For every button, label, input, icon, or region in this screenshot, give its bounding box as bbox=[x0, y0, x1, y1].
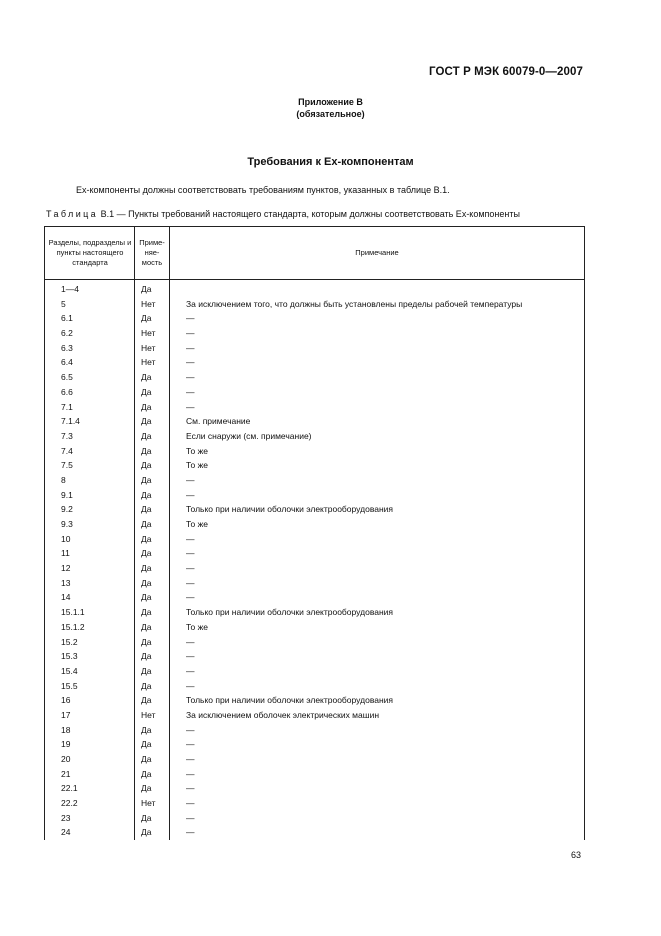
cell-note: — bbox=[186, 474, 195, 485]
header-section-label: Разделы, подразделы и пункты настоящего стандарта bbox=[48, 237, 132, 267]
cell-applicability: Нет bbox=[141, 709, 156, 720]
cell-note: То же bbox=[186, 445, 209, 456]
cell-note: См. примечание bbox=[186, 416, 251, 427]
table-row bbox=[45, 561, 584, 576]
table-row bbox=[45, 767, 584, 782]
cell-note: То же bbox=[186, 460, 209, 471]
table-row bbox=[45, 282, 584, 297]
cell-applicability: Да bbox=[141, 416, 152, 427]
cell-section: 8 bbox=[61, 474, 66, 485]
cell-section: 19 bbox=[61, 739, 71, 750]
table-row bbox=[45, 458, 584, 473]
cell-applicability: Да bbox=[141, 768, 152, 779]
cell-section: 6.1 bbox=[61, 313, 73, 324]
table-row bbox=[45, 723, 584, 738]
cell-applicability: Да bbox=[141, 621, 152, 632]
cell-applicability: Да bbox=[141, 783, 152, 794]
table-row bbox=[45, 796, 584, 811]
cell-applicability: Да bbox=[141, 430, 152, 441]
cell-section: 15.5 bbox=[61, 680, 78, 691]
cell-applicability: Да bbox=[141, 577, 152, 588]
cell-note: — bbox=[186, 636, 195, 647]
cell-applicability: Да bbox=[141, 636, 152, 647]
table-row bbox=[45, 414, 584, 429]
cell-applicability: Да bbox=[141, 401, 152, 412]
cell-section: 12 bbox=[61, 563, 71, 574]
appendix-subtitle: (обязательное) bbox=[296, 109, 365, 119]
cell-applicability: Да bbox=[141, 680, 152, 691]
table-row bbox=[45, 576, 584, 591]
cell-note: — bbox=[186, 342, 195, 353]
cell-note: Если снаружи (см. примечание) bbox=[186, 430, 312, 441]
cell-section: 9.3 bbox=[61, 519, 73, 529]
table-row bbox=[45, 532, 584, 547]
cell-section: 22.1 bbox=[61, 783, 78, 794]
cell-applicability: Да bbox=[141, 386, 152, 397]
cell-applicability: Нет bbox=[141, 328, 156, 339]
table-row bbox=[45, 400, 584, 415]
cell-section: 13 bbox=[61, 577, 71, 588]
cell-section: 16 bbox=[61, 695, 71, 706]
cell-note: — bbox=[186, 783, 195, 794]
table-row bbox=[45, 546, 584, 561]
cell-applicability: Нет bbox=[141, 342, 156, 353]
cell-note: — bbox=[186, 680, 195, 691]
cell-note: — bbox=[186, 739, 195, 750]
table-row bbox=[45, 429, 584, 444]
cell-section: 7.3 bbox=[61, 430, 73, 441]
header-applicability-label: Приме-няе-мость bbox=[139, 237, 165, 267]
cell-applicability: Нет bbox=[141, 298, 156, 309]
table-row bbox=[45, 473, 584, 488]
header-section-column bbox=[47, 226, 133, 279]
header-note-label: Примечание bbox=[355, 247, 399, 257]
cell-applicability: Да bbox=[141, 474, 152, 485]
cell-applicability: Да bbox=[141, 812, 152, 823]
cell-applicability: Нет bbox=[141, 798, 156, 809]
cell-section: 15.2 bbox=[61, 636, 78, 647]
cell-note: — bbox=[186, 533, 195, 544]
cell-note: — bbox=[186, 489, 195, 500]
cell-note: Только при наличии оболочки электрооборудования bbox=[186, 607, 394, 618]
cell-note: — bbox=[186, 357, 195, 368]
page-number: 63 bbox=[571, 850, 582, 860]
cell-applicability: Да bbox=[141, 651, 152, 662]
table-header-border bbox=[45, 279, 584, 280]
cell-note: То же bbox=[186, 519, 209, 529]
cell-note: — bbox=[186, 577, 195, 588]
table-row bbox=[45, 590, 584, 605]
cell-section: 7.1.4 bbox=[61, 416, 80, 427]
cell-note: То же bbox=[186, 621, 209, 632]
table-row bbox=[45, 297, 584, 312]
cell-note: — bbox=[186, 754, 195, 764]
cell-note: — bbox=[186, 724, 195, 735]
table-caption-label: Таблица bbox=[46, 209, 99, 219]
cell-note: — bbox=[186, 401, 195, 412]
cell-section: 9.1 bbox=[61, 489, 73, 500]
cell-section: 22.2 bbox=[61, 798, 78, 809]
standard-designation: ГОСТ Р МЭК 60079-0—2007 bbox=[429, 66, 583, 78]
table-row bbox=[45, 605, 584, 620]
cell-section: 6.5 bbox=[61, 372, 73, 383]
cell-section: 15.1.1 bbox=[61, 607, 85, 618]
cell-section: 11 bbox=[61, 548, 70, 559]
cell-section: 10 bbox=[61, 533, 71, 544]
cell-note: — bbox=[186, 827, 195, 838]
table-row bbox=[45, 649, 584, 664]
intro-paragraph: Ех-компоненты должны соответствовать требованиям пунктов, указанных в таблице В.1. bbox=[76, 185, 450, 195]
cell-section: 24 bbox=[61, 827, 71, 838]
cell-note: За исключением оболочек электрических машин bbox=[186, 709, 380, 720]
cell-note: Только при наличии оболочки электрооборудования bbox=[186, 695, 394, 706]
table-row bbox=[45, 635, 584, 650]
table-row bbox=[45, 502, 584, 517]
cell-note: — bbox=[186, 665, 195, 676]
cell-applicability: Да bbox=[141, 504, 152, 515]
table-caption-text: В.1 — Пункты требований настоящего стандарта, которым должны соответствовать Ех-компоненты bbox=[100, 209, 520, 219]
cell-applicability: Да bbox=[141, 739, 152, 750]
table-row bbox=[45, 355, 584, 370]
cell-section: 15.1.2 bbox=[61, 621, 85, 632]
table-row bbox=[45, 311, 584, 326]
cell-section: 6.4 bbox=[61, 357, 73, 368]
table-row bbox=[45, 488, 584, 503]
cell-section: 7.5 bbox=[61, 460, 73, 471]
cell-section: 21 bbox=[61, 768, 71, 779]
cell-section: 7.1 bbox=[61, 401, 73, 412]
cell-section: 20 bbox=[61, 754, 71, 764]
cell-section: 23 bbox=[61, 812, 71, 823]
cell-applicability: Да bbox=[141, 372, 152, 383]
cell-note: За исключением того, что должны быть установлены пределы рабочей температуры bbox=[186, 298, 523, 309]
table-row bbox=[45, 825, 584, 840]
cell-note: Только при наличии оболочки электрооборудования bbox=[186, 504, 394, 515]
cell-note: — bbox=[186, 563, 195, 574]
cell-applicability: Да bbox=[141, 827, 152, 838]
cell-note: — bbox=[186, 651, 195, 662]
table-row bbox=[45, 620, 584, 635]
cell-applicability: Да bbox=[141, 284, 152, 294]
table-caption bbox=[46, 209, 520, 219]
cell-applicability: Нет bbox=[141, 357, 156, 368]
table-row bbox=[45, 385, 584, 400]
appendix-title: Приложение В bbox=[298, 97, 363, 107]
cell-applicability: Да bbox=[141, 695, 152, 706]
cell-applicability: Да bbox=[141, 489, 152, 500]
cell-applicability: Да bbox=[141, 724, 152, 735]
cell-note: — bbox=[186, 768, 195, 779]
table-row bbox=[45, 664, 584, 679]
header-note-column bbox=[170, 226, 584, 279]
cell-applicability: Да bbox=[141, 460, 152, 471]
table-row bbox=[45, 781, 584, 796]
cell-applicability: Да bbox=[141, 754, 152, 764]
cell-section: 7.4 bbox=[61, 445, 73, 456]
cell-applicability: Да bbox=[141, 519, 152, 529]
table-row bbox=[45, 752, 584, 767]
table-row bbox=[45, 708, 584, 723]
cell-note: — bbox=[186, 798, 195, 809]
table-row bbox=[45, 737, 584, 752]
cell-applicability: Да bbox=[141, 313, 152, 324]
requirements-table bbox=[44, 226, 585, 840]
cell-applicability: Да bbox=[141, 563, 152, 574]
cell-note: — bbox=[186, 812, 195, 823]
cell-note: — bbox=[186, 592, 195, 603]
cell-applicability: Да bbox=[141, 607, 152, 618]
table-row bbox=[45, 693, 584, 708]
table-row bbox=[45, 326, 584, 341]
cell-section: 15.4 bbox=[61, 665, 78, 676]
cell-section: 6.6 bbox=[61, 386, 73, 397]
cell-applicability: Да bbox=[141, 548, 152, 559]
cell-applicability: Да bbox=[141, 592, 152, 603]
cell-section: 14 bbox=[61, 592, 71, 603]
cell-applicability: Да bbox=[141, 533, 152, 544]
table-row bbox=[45, 679, 584, 694]
section-title: Требования к Ех-компонентам bbox=[247, 156, 414, 168]
table-row bbox=[45, 811, 584, 826]
cell-applicability: Да bbox=[141, 445, 152, 456]
cell-note: — bbox=[186, 313, 195, 324]
cell-note: — bbox=[186, 386, 195, 397]
header-applicability-column bbox=[135, 226, 169, 279]
cell-note: — bbox=[186, 548, 195, 559]
cell-note: — bbox=[186, 328, 195, 339]
cell-section: 9.2 bbox=[61, 504, 73, 515]
cell-section: 6.2 bbox=[61, 328, 73, 339]
table-row bbox=[45, 517, 584, 532]
table-row bbox=[45, 370, 584, 385]
cell-section: 18 bbox=[61, 724, 71, 735]
cell-section: 1—4 bbox=[61, 284, 79, 294]
table-row bbox=[45, 341, 584, 356]
cell-section: 5 bbox=[61, 298, 66, 309]
cell-section: 17 bbox=[61, 709, 71, 720]
cell-applicability: Да bbox=[141, 665, 152, 676]
cell-section: 6.3 bbox=[61, 342, 73, 353]
table-row bbox=[45, 444, 584, 459]
cell-note: — bbox=[186, 372, 195, 383]
cell-section: 15.3 bbox=[61, 651, 78, 662]
table-body bbox=[45, 282, 584, 840]
